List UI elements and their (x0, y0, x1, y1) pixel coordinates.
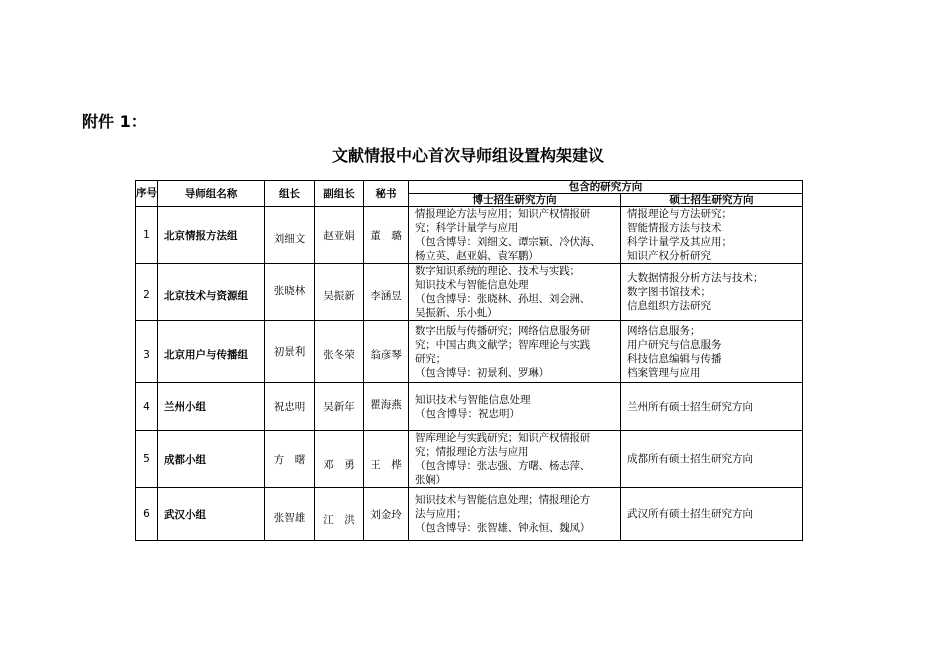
direction-line: 情报理论与方法研究； (627, 208, 732, 220)
table-row (136, 264, 803, 321)
row-doctoral-directions (409, 321, 621, 383)
row-seq: 3 (136, 321, 158, 383)
row-deputy: 赵亚娟 (315, 207, 364, 264)
row-master-directions (621, 207, 803, 264)
row-deputy: 张冬荣 (315, 321, 364, 383)
row-deputy: 邓 勇 (315, 431, 364, 488)
row-seq: 4 (136, 383, 158, 431)
direction-line: 数字出版与传播研究；网络信息服务研 (415, 324, 591, 337)
direction-line: 网络信息服务； (627, 324, 701, 337)
direction-line: 法与应用； (415, 508, 467, 520)
row-secretary: 瞿海燕 (364, 383, 409, 431)
row-secretary: 刘金玲 (364, 488, 409, 541)
row-secretary: 王 桦 (364, 431, 409, 488)
row-master-directions (621, 383, 803, 431)
row-group-name: 武汉小组 (158, 488, 265, 541)
direction-line: 成都所有硕士招生研究方向 (627, 453, 753, 465)
row-master-directions (621, 264, 803, 321)
row-group-name: 北京情报方法组 (158, 207, 265, 264)
header-directions: 包含的研究方向 (409, 181, 803, 194)
direction-line: 数字知识系统的理论、技术与实践； (415, 265, 580, 277)
row-secretary: 李涵昱 (364, 264, 409, 321)
row-leader: 方 曙 (265, 431, 315, 488)
header-doctoral: 博士招生研究方向 (409, 194, 621, 207)
table-row (136, 207, 803, 264)
row-secretary: 翁彦琴 (364, 321, 409, 383)
header-seq: 序号 (136, 181, 158, 207)
direction-line: （包含博导：刘细文、谭宗颖、冷伏海、 (415, 236, 601, 248)
document-title: 文献情报中心首次导师组设置构架建议 (331, 146, 604, 165)
row-deputy: 江 洪 (315, 488, 364, 541)
table-row (136, 488, 803, 541)
row-leader: 张智雄 (265, 488, 315, 541)
direction-line: 究；中国古典文献学；智库理论与实践 (415, 338, 591, 351)
row-master-directions (621, 321, 803, 383)
row-doctoral-directions (409, 488, 621, 541)
row-group-name: 北京技术与资源组 (158, 264, 265, 321)
row-group-name: 成都小组 (158, 431, 265, 488)
direction-line: 科技信息编辑与传播 (627, 352, 722, 365)
direction-line: （包含博导：初景利、罗琳） (415, 366, 549, 379)
direction-line: 吴振新、乐小虬） (415, 307, 498, 319)
direction-line: 大数据情报分析方法与技术； (627, 272, 764, 284)
row-leader: 祝忠明 (265, 383, 315, 431)
header-group-name: 导师组名称 (158, 181, 265, 207)
direction-line: 知识技术与智能信息处理 (415, 279, 529, 291)
direction-line: 杨立英、赵亚娟、袁军鹏） (415, 250, 539, 262)
direction-line: 武汉所有硕士招生研究方向 (627, 508, 753, 520)
row-seq: 1 (136, 207, 158, 264)
row-master-directions (621, 488, 803, 541)
direction-line: 用户研究与信息服务 (627, 338, 722, 351)
row-leader: 初景利 (265, 321, 315, 383)
row-seq: 5 (136, 431, 158, 488)
header-deputy: 副组长 (315, 181, 364, 207)
row-group-name: 北京用户与传播组 (158, 321, 265, 383)
direction-line: 研究； (415, 352, 446, 365)
row-doctoral-directions (409, 383, 621, 431)
table-row (136, 383, 803, 431)
direction-line: 信息组织方法研究 (627, 300, 711, 312)
row-leader: 张晓林 (265, 264, 315, 321)
row-doctoral-directions (409, 431, 621, 488)
table-row (136, 321, 803, 383)
header-master: 硕士招生研究方向 (621, 194, 803, 207)
direction-line: 智库理论与实践研究；知识产权情报研 (415, 432, 591, 444)
direction-line: 知识技术与智能信息处理；情报理论方 (415, 494, 591, 506)
row-seq: 2 (136, 264, 158, 321)
row-doctoral-directions (409, 264, 621, 321)
row-deputy: 吴振新 (315, 264, 364, 321)
mentor-group-table (135, 180, 803, 541)
direction-line: （包含博导：张志强、方曙、杨志萍、 (415, 460, 591, 472)
row-doctoral-directions (409, 207, 621, 264)
header-leader: 组长 (265, 181, 315, 207)
direction-line: 究；科学计量学与应用 (415, 222, 518, 234)
direction-line: 兰州所有硕士招生研究方向 (627, 400, 753, 413)
direction-line: （包含博导：张智雄、钟永恒、魏凤） (415, 522, 591, 534)
direction-line: 数字图书馆技术； (627, 286, 711, 298)
row-deputy: 吴新年 (315, 383, 364, 431)
direction-line: 究；情报理论方法与应用 (415, 446, 529, 458)
direction-line: 知识产权分析研究 (627, 250, 711, 262)
direction-line: （包含博导：张晓林、孙坦、刘会洲、 (415, 293, 591, 305)
direction-line: 张娴） (415, 474, 446, 486)
row-group-name: 兰州小组 (158, 383, 265, 431)
direction-line: 情报理论方法与应用；知识产权情报研 (415, 208, 591, 220)
row-leader: 刘细文 (265, 207, 315, 264)
direction-line: 智能情报方法与技术 (627, 222, 722, 234)
header-secretary: 秘书 (364, 181, 409, 207)
attachment-label: 附件 1： (82, 112, 147, 131)
row-master-directions (621, 431, 803, 488)
row-seq: 6 (136, 488, 158, 541)
direction-line: 知识技术与智能信息处理 (415, 393, 531, 406)
table-row (136, 431, 803, 488)
row-secretary: 董 璐 (364, 207, 409, 264)
direction-line: 档案管理与应用 (627, 366, 701, 379)
direction-line: 科学计量学及其应用； (627, 236, 732, 248)
direction-line: （包含博导：祝忠明） (415, 407, 520, 420)
